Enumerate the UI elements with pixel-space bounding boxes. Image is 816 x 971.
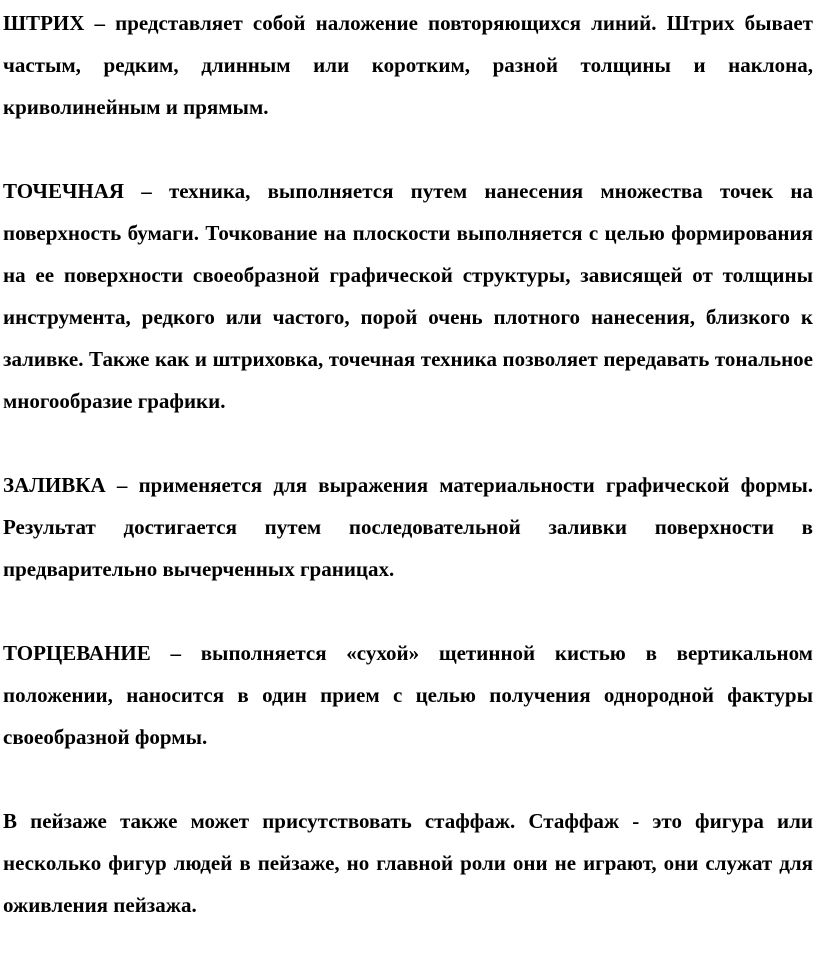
paragraph-shtrikh: ШТРИХ – представляет собой наложение повторяющихся линий. Штрих бывает частым, редким, длинным или коротким, разной толщины и наклона, криволинейным и прямым. bbox=[3, 11, 813, 119]
paragraph-zalivka: ЗАЛИВКА – применяется для выражения материальности графической формы. Результат достигается путем последовательной заливки поверхности в предварительно вычерченных границах. bbox=[3, 473, 813, 581]
paragraph-staffazh: В пейзаже также может присутствовать стаффаж. Стаффаж - это фигура или несколько фигур людей в пейзаже, но главной роли они не играют, они служат для оживления пейзажа. bbox=[3, 809, 813, 917]
paragraph-tortsevanie: ТОРЦЕВАНИЕ – выполняется «сухой» щетинной кистью в вертикальном положении, наносится в один прием с целью получения однородной фактуры своеобразной формы. bbox=[3, 641, 813, 749]
paragraph-tochechnaya: ТОЧЕЧНАЯ – техника, выполняется путем нанесения множества точек на поверхность бумаги. Точкование на плоскости выполняется с целью формирования на ее поверхности своеобразной графической структуры, зависящей от толщины инструмента, редкого или частого, порой очень плотного нанесения, близкого к заливке. Также как и штриховка, точечная техника позволяет передавать тональное многообразие графики. bbox=[3, 179, 813, 413]
